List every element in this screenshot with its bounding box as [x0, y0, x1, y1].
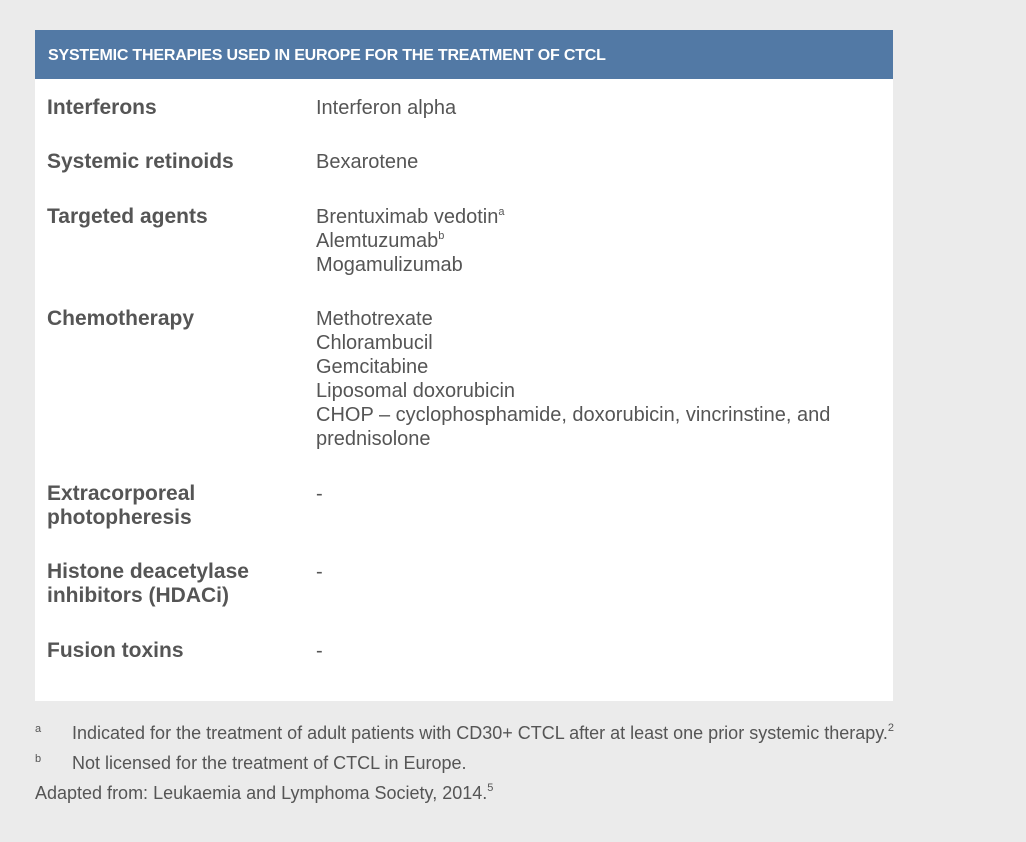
citation-ref: 5: [487, 782, 494, 794]
row-values: [316, 150, 886, 174]
row-values: [316, 307, 886, 451]
row-category: Fusion toxins: [47, 639, 184, 662]
source-citation: [35, 780, 493, 806]
footnote-a: [35, 720, 1015, 750]
row-category: Systemic retinoids: [47, 150, 234, 173]
footnote-text: Not licensed for the treatment of CTCL in Europe.: [72, 753, 467, 773]
therapy-item: Liposomal doxorubicin: [316, 380, 516, 402]
therapy-item: -: [316, 483, 323, 505]
therapy-item: CHOP – cyclophosphamide, doxorubicin, vincrinstine, and prednisolone: [316, 404, 831, 450]
therapy-item-text: Brentuximab vedotin: [316, 206, 499, 228]
footnote-mark: a: [35, 723, 42, 735]
footnote-mark: b: [35, 753, 42, 765]
therapy-item: -: [316, 561, 323, 583]
footnote-b: [35, 750, 1015, 780]
therapy-item: Chlorambucil: [316, 332, 433, 354]
citation-ref: 2: [887, 722, 895, 734]
therapy-item: -: [316, 640, 323, 662]
footnote-ref: a: [498, 206, 505, 218]
row-values: [316, 96, 886, 120]
row-values: [316, 482, 886, 506]
footnote-ref: b: [438, 230, 445, 242]
footnote-text: [72, 720, 894, 746]
row-values: [316, 639, 886, 663]
therapy-item: Bexarotene: [316, 151, 419, 173]
source-text: Adapted from: Leukaemia and Lymphoma Society, 2014.: [35, 783, 488, 803]
row-values: [316, 205, 886, 277]
footnote-body: Indicated for the treatment of adult patients with CD30+ CTCL after at least one prior systemic therapy.: [72, 723, 888, 743]
row-category: Chemotherapy: [47, 307, 195, 330]
therapy-item-text: Alemtuzumab: [316, 230, 439, 252]
therapy-item: [316, 229, 886, 253]
therapy-item: Interferon alpha: [316, 97, 457, 119]
therapy-item: Mogamulizumab: [316, 254, 463, 276]
row-category: Interferons: [47, 96, 157, 119]
row-values: [316, 560, 886, 584]
row-category: Extracorporeal photopheresis: [47, 482, 196, 529]
therapy-item: [316, 205, 886, 229]
row-category: Histone deacetylase inhibitors (HDACi): [47, 560, 249, 607]
footnotes: [35, 720, 1015, 803]
row-category: Targeted agents: [47, 205, 208, 228]
table-title: SYSTEMIC THERAPIES USED IN EUROPE FOR THE TREATMENT OF CTCL: [35, 30, 893, 79]
therapy-item: Methotrexate: [316, 308, 433, 330]
therapy-item: Gemcitabine: [316, 356, 429, 378]
therapies-table: [35, 30, 893, 701]
